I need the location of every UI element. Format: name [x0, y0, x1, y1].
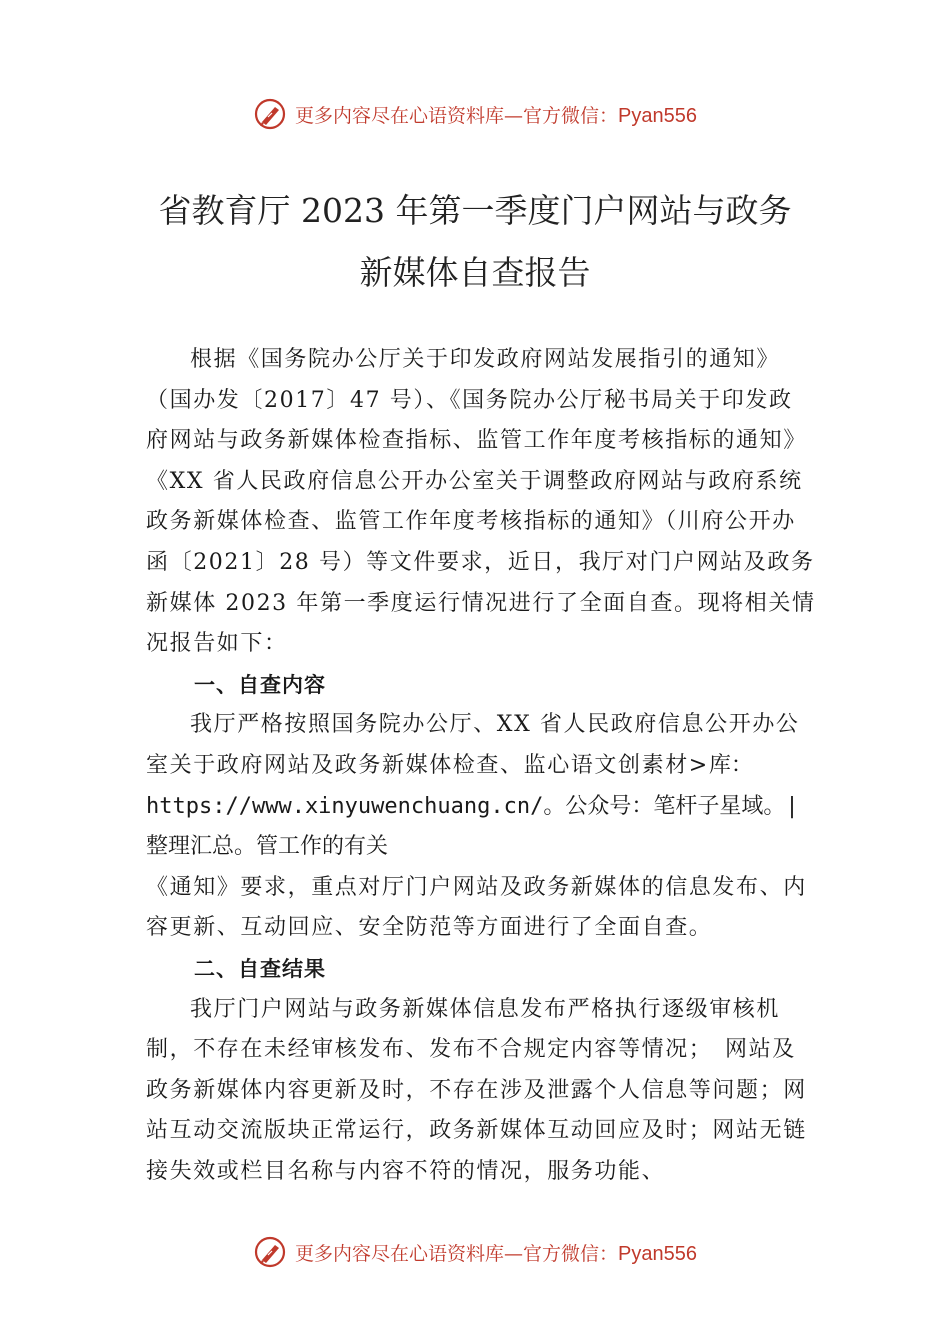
title-line-2: 新媒体自查报告 — [359, 253, 591, 292]
section2-paragraph: 我厅门户网站与政务新媒体信息发布严格执行逐级审核机制，不存在未经审核发布、发布不合规定内容等情况； 网站及政务新媒体内容更新及时，不存在涉及泄露个人信息等问题；网站互动交流版块正常运行，政务新媒体互动回应及时；网站无链接失效或栏目名称与内容不符的情况，服务功能、 — [146, 996, 807, 1184]
intro-paragraph: 根据《国务院办公厅关于印发政府网站发展指引的通知》（国办发〔2017〕47 号）、《国务院办公厅秘书局关于印发政府网站与政务新媒体检查指标、监管工作年度考核指标的通知》《XX 省人民政府信息公开办公室关于调整政府网站与政府系统政务新媒体检查、监管工作年度考核指标的通知》（川府公开办函〔2021〕28 号）等文件要求，近日，我厅对门户网站及政务新媒体 2023 年第一季度运行情况进行了全面自查。现将相关情况报告如下： — [146, 347, 816, 657]
section-heading-1: 一、自查内容 — [194, 672, 326, 697]
document-title — [120, 180, 830, 304]
title-line-1: 省教育厅 2023 年第一季度门户网站与政务 — [158, 191, 792, 230]
document-body — [146, 340, 816, 1192]
section1-paragraph: 我厅严格按照国务院办公厅、XX 省人民政府信息公开办公室关于政府网站及政务新媒体检查、监心语文创素材>库：https://www.xinyuwenchuang.cn/。公众号：笔杆子星域。|整理汇总。管工作的有关 《通知》要求，重点对厅门户网站及政务新媒体的信息发布、内容更新、互动回应、安全防范等方面进行了全面自查。 — [146, 712, 807, 941]
wechat-id: Pyan556 — [618, 1242, 697, 1265]
watermark-text: 更多内容尽在心语资料库—官方微信：Pyan556 — [295, 104, 697, 127]
wechat-id: Pyan556 — [618, 104, 697, 127]
watermark-banner-top — [0, 94, 950, 134]
section-heading-2: 二、自查结果 — [194, 956, 326, 981]
fountain-pen-icon — [253, 1235, 287, 1269]
source-note: 库：https://www.xinyuwenchuang.cn/。公众号：笔杆子星域。|整理汇总。管工作的有关 — [146, 752, 799, 860]
fountain-pen-icon — [253, 97, 287, 131]
watermark-banner-bottom — [0, 1232, 950, 1272]
watermark-text: 更多内容尽在心语资料库—官方微信：Pyan556 — [295, 1242, 697, 1265]
